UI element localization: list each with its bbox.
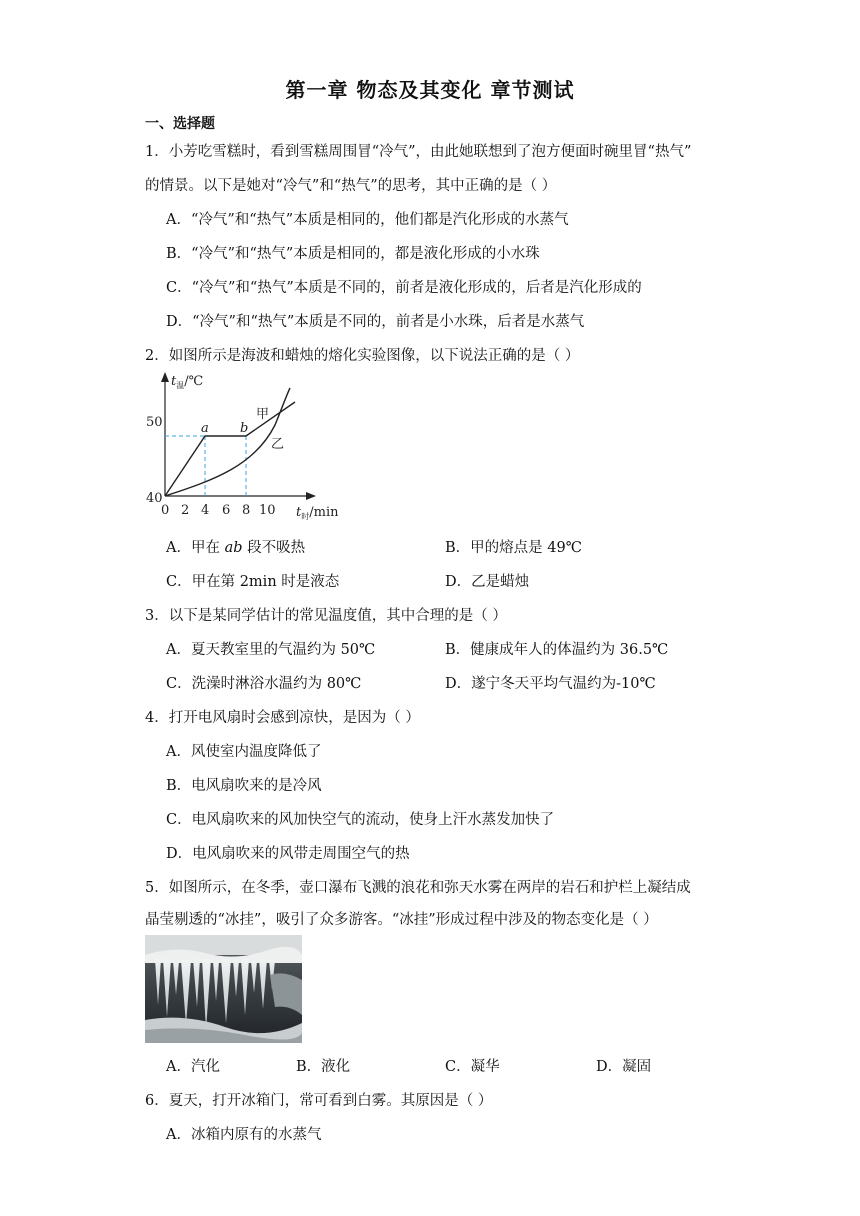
q1-stem-line1: 1．小芳吃雪糕时，看到雪糕周围冒“冷气”，由此她联想到了泡方便面时碗里冒“热气” — [145, 144, 692, 160]
q5-option-c: C．凝华 — [445, 1059, 500, 1075]
q3-option-d: D．遂宁冬天平均气温约为-10℃ — [445, 676, 656, 692]
icicle-photo — [145, 935, 302, 1043]
q4-option-c: C．电风扇吹来的风加快空气的流动，使身上汗水蒸发加快了 — [166, 812, 555, 828]
q5-stem-line1: 5．如图所示，在冬季，壶口瀑布飞溅的浪花和弥天水雾在两岸的岩石和护栏上凝结成 — [145, 880, 691, 896]
y-axis-label: $t_温/℃$ — [171, 374, 204, 390]
x-axis-arrow-icon — [306, 492, 316, 500]
q4-stem: 4．打开电风扇时会感到凉快，是因为（ ） — [145, 710, 420, 726]
point-b-label: b — [240, 421, 249, 436]
q2-option-c: C．甲在第 2min 时是液态 — [166, 574, 340, 590]
x-axis-label: $t_时/\min$ — [296, 505, 339, 521]
q1-option-c: C．“冷气”和“热气”本质是不同的，前者是液化形成的，后者是汽化形成的 — [166, 280, 642, 296]
section-heading: 一、选择题 — [145, 116, 215, 132]
x-tick-0: 0 — [161, 503, 170, 518]
series-yi-label: 乙 — [271, 437, 285, 452]
x-tick-2: 2 — [181, 503, 190, 518]
q4-option-a: A．风使室内温度降低了 — [166, 744, 322, 760]
y-axis-arrow-icon — [161, 372, 169, 382]
point-a-label: a — [201, 421, 209, 436]
q2-stem: 2．如图所示是海波和蜡烛的熔化实验图像，以下说法正确的是（ ） — [145, 348, 580, 364]
q1-option-a: A．“冷气”和“热气”本质是相同的，他们都是汽化形成的水蒸气 — [166, 212, 569, 228]
x-tick-10: 10 — [259, 503, 276, 518]
page-title: 第一章 物态及其变化 章节测试 — [285, 78, 575, 102]
q5-stem-line2: 晶莹剔透的“冰挂”，吸引了众多游客。“冰挂”形成过程中涉及的物态变化是（ ） — [145, 912, 658, 928]
q5-option-d: D．凝固 — [596, 1059, 652, 1075]
q2-option-d: D．乙是蜡烛 — [445, 574, 530, 590]
q2-option-b: B．甲的熔点是 49℃ — [445, 540, 582, 556]
q6-option-a: A．冰箱内原有的水蒸气 — [166, 1127, 322, 1143]
q5-option-a: A．汽化 — [166, 1059, 220, 1075]
x-tick-4: 4 — [201, 503, 210, 518]
q1-option-b: B．“冷气”和“热气”本质是相同的，都是液化形成的小水珠 — [166, 246, 540, 262]
y-tick-50: 50 — [146, 415, 163, 430]
y-tick-40: 40 — [146, 491, 163, 506]
series-jia-label: 甲 — [256, 407, 270, 422]
q2-option-a: A．甲在 ab 段不吸热 — [166, 540, 306, 556]
q1-stem-line2: 的情景。以下是她对“冷气”和“热气”的思考，其中正确的是（ ） — [145, 178, 557, 194]
q4-option-b: B．电风扇吹来的是冷风 — [166, 778, 322, 794]
q3-stem: 3．以下是某同学估计的常见温度值，其中合理的是（ ） — [145, 608, 507, 624]
q4-option-d: D．电风扇吹来的风带走周围空气的热 — [166, 846, 410, 862]
q3-option-b: B．健康成年人的体温约为 36.5℃ — [445, 642, 669, 658]
q1-option-d: D．“冷气”和“热气”本质是不同的，前者是小水珠，后者是水蒸气 — [166, 314, 585, 330]
x-tick-8: 8 — [242, 503, 251, 518]
q3-option-c: C．洗澡时淋浴水温约为 80℃ — [166, 676, 362, 692]
melting-graph — [140, 370, 350, 522]
x-tick-6: 6 — [222, 503, 231, 518]
q6-stem: 6．夏天，打开冰箱门，常可看到白雾。其原因是（ ） — [145, 1093, 493, 1109]
q3-option-a: A．夏天教室里的气温约为 50℃ — [166, 642, 376, 658]
q5-option-b: B．液化 — [296, 1059, 351, 1075]
